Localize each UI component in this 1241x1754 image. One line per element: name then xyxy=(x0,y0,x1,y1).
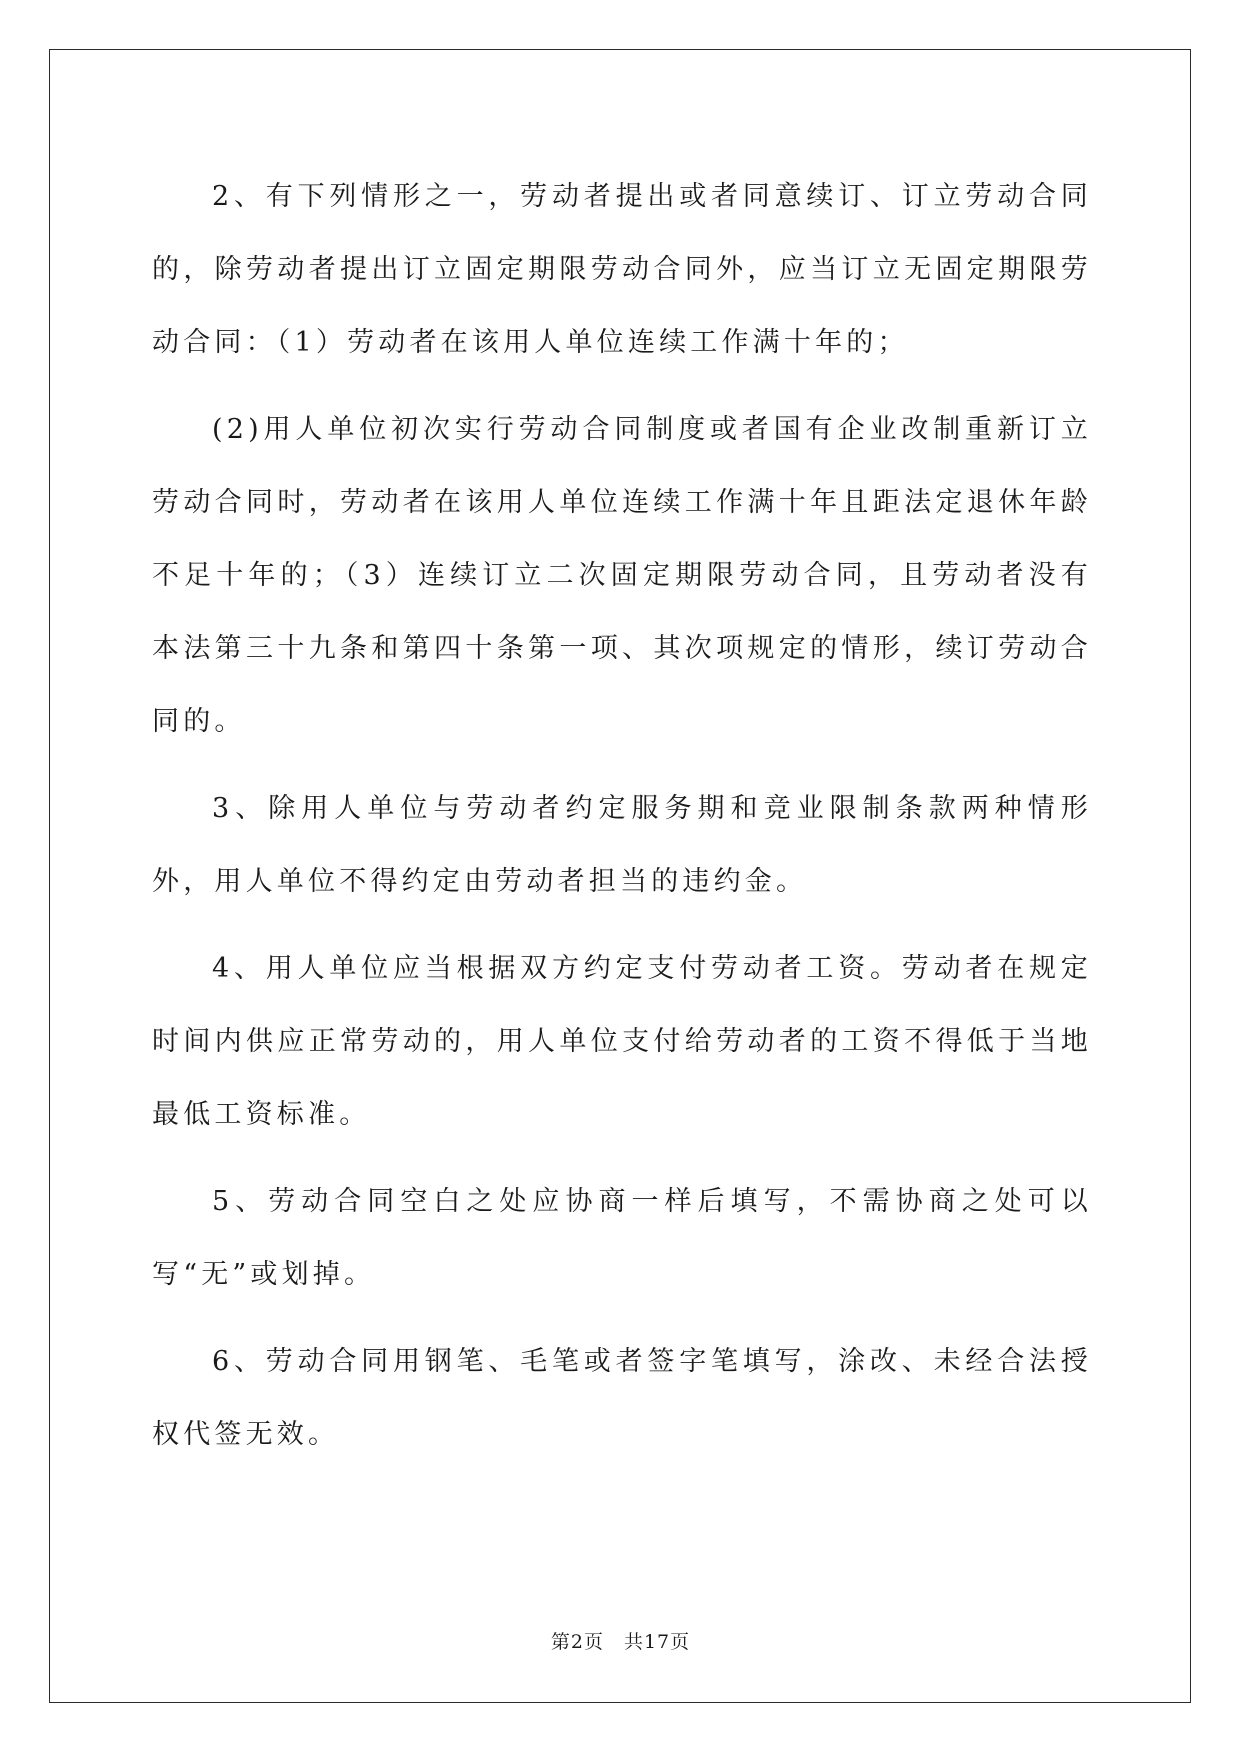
document-body xyxy=(152,160,1092,1485)
paragraph-5: 5、劳动合同空白之处应协商一样后填写，不需协商之处可以写“无”或划掉。 xyxy=(152,1186,1092,1290)
paragraph-3: 3、除用人单位与劳动者约定服务期和竞业限制条款两种情形外，用人单位不得约定由劳动者担当的违约金。 xyxy=(152,793,1092,897)
paragraph-6: 6、劳动合同用钢笔、毛笔或者签字笔填写，涂改、未经合法授权代签无效。 xyxy=(152,1346,1092,1450)
page-number: 第2页 xyxy=(550,1631,604,1653)
page-total: 共17页 xyxy=(623,1631,691,1653)
page-footer xyxy=(0,1627,1241,1654)
paragraph-2: 2、有下列情形之一，劳动者提出或者同意续订、订立劳动合同的，除劳动者提出订立固定期限劳动合同外，应当订立无固定期限劳动合同：（1）劳动者在该用人单位连续工作满十年的； xyxy=(152,181,1092,358)
paragraph-4: 4、用人单位应当根据双方约定支付劳动者工资。劳动者在规定时间内供应正常劳动的，用人单位支付给劳动者的工资不得低于当地最低工资标准。 xyxy=(152,953,1092,1130)
paragraph-2-sub: (2)用人单位初次实行劳动合同制度或者国有企业改制重新订立劳动合同时，劳动者在该用人单位连续工作满十年且距法定退休年龄不足十年的；（3）连续订立二次固定期限劳动合同，且劳动者没有本法第三十九条和第四十条第一项、其次项规定的情形，续订劳动合同的。 xyxy=(152,414,1092,737)
